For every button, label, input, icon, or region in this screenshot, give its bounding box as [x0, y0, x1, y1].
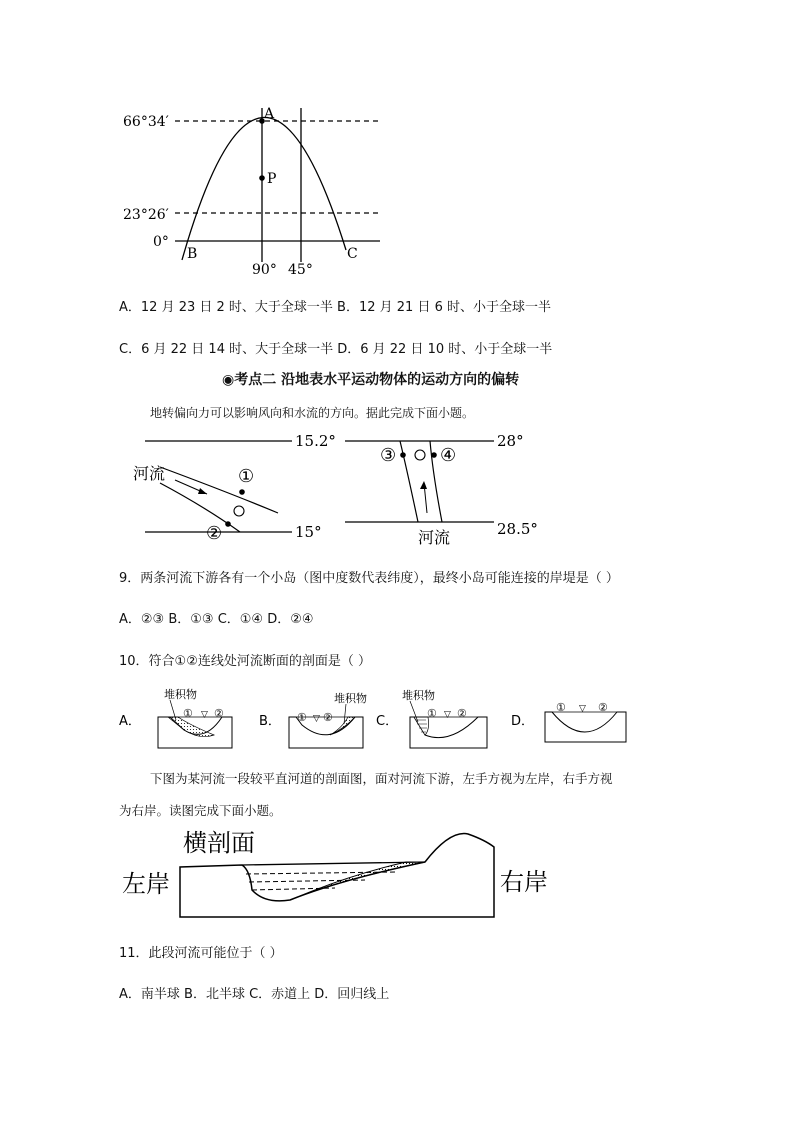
right-bank-dot-4 — [431, 452, 437, 458]
q8-options-line2: C．6 月 22 日 14 时、大于全球一半 D．6 月 22 日 10 时、小于全球一半 — [119, 342, 553, 357]
profile-d-c2: ② — [598, 701, 608, 714]
profile-a-deposit-label: 堆积物 — [164, 688, 197, 701]
profile-c-leader — [410, 701, 418, 722]
left-bank-dot-1 — [239, 489, 245, 495]
profile-b-c1: ① — [297, 711, 307, 724]
q8-options-line1: A．12 月 23 日 2 时、大于全球一半 B．12 月 21 日 6 时、小于全球一半 — [119, 300, 551, 315]
cross-section-figure — [0, 820, 794, 930]
profile-d-water-mark: ▽ — [579, 704, 586, 714]
left-river-bank-upper — [160, 467, 278, 513]
solar-curve-figure — [0, 0, 794, 290]
q10-profiles-figure — [0, 680, 794, 760]
profile-c-deposit-label: 堆积物 — [402, 689, 435, 702]
q9-options: A．②③ B．①③ C．①④ D．②④ — [119, 612, 314, 627]
profile-b-c2: ② — [323, 711, 333, 724]
right-bank-dot-3 — [400, 452, 406, 458]
right-lat-bottom-label: 28.5° — [497, 520, 538, 538]
profile-c-water-mark: ▽ — [444, 710, 451, 720]
profile-d-c1: ① — [556, 701, 566, 714]
profile-b-deposit — [330, 717, 355, 735]
left-marker-2: ② — [206, 523, 223, 544]
left-river-arrowhead — [198, 488, 207, 494]
left-lat-bottom-label: 15° — [295, 523, 322, 541]
left-marker-1: ① — [238, 466, 255, 487]
profile-c-c1: ① — [427, 707, 437, 720]
passage-line2: 为右岸。读图完成下面小题。 — [119, 803, 282, 818]
q11-stem: 11．此段河流可能位于（ ） — [119, 946, 283, 961]
label-point-a: A — [264, 106, 275, 122]
profile-b-water-mark: ▽ — [313, 714, 320, 724]
right-bank-label: 右岸 — [500, 868, 548, 896]
left-bank-label: 左岸 — [122, 870, 170, 898]
profile-d-box — [545, 712, 626, 742]
q9-stem: 9．两条河流下游各有一个小岛（图中度数代表纬度），最终小岛可能连接的岸堤是（ ） — [119, 571, 619, 586]
label-lat-6634: 66°34′ — [123, 114, 169, 130]
profile-a-c2: ② — [214, 707, 224, 720]
profile-a-water-mark: ▽ — [201, 710, 208, 720]
section2-intro: 地转偏向力可以影响风向和水流的方向。据此完成下面小题。 — [150, 406, 475, 420]
label-lat-2326: 23°26′ — [123, 207, 169, 223]
profile-a-c1: ① — [183, 707, 193, 720]
right-lat-top-label: 28° — [497, 432, 524, 450]
label-lon-45: 45° — [288, 262, 313, 278]
cross-section-title: 横剖面 — [183, 829, 255, 857]
left-bank-dot-2 — [225, 521, 231, 527]
q10-stem: 10．符合①②连线处河流断面的剖面是（ ） — [119, 654, 371, 669]
label-point-c: C — [347, 246, 358, 262]
passage-line1: 下图为某河流一段较平直河道的剖面图，面对河流下游，左手方视为左岸，右手方视 — [150, 771, 613, 786]
right-river-label: 河流 — [418, 528, 451, 547]
label-point-p: P — [267, 171, 277, 187]
label-lat-0: 0° — [153, 234, 169, 250]
q10-label-c: C． — [376, 714, 399, 729]
label-lon-90: 90° — [252, 262, 277, 278]
right-island — [415, 450, 425, 460]
right-river-arrowhead — [420, 481, 427, 489]
q10-label-a: A． — [119, 714, 141, 729]
left-island — [234, 506, 244, 516]
q10-label-d: D． — [511, 714, 535, 729]
rivers-figure — [0, 425, 794, 555]
right-marker-4: ④ — [440, 445, 457, 466]
profile-b-deposit-label: 堆积物 — [334, 692, 367, 705]
point-p-dot — [259, 175, 265, 181]
profile-c-c2: ② — [457, 707, 467, 720]
left-river-label: 河流 — [133, 464, 166, 483]
section2-heading: ◉考点二 沿地表水平运动物体的运动方向的偏转 — [222, 372, 520, 388]
label-point-b: B — [187, 246, 198, 262]
solar-curve — [182, 117, 346, 260]
q11-options: A．南半球 B．北半球 C．赤道上 D．回归线上 — [119, 987, 390, 1002]
q10-label-b: B． — [259, 714, 281, 729]
left-lat-top-label: 15.2° — [295, 432, 336, 450]
right-marker-3: ③ — [380, 445, 397, 466]
